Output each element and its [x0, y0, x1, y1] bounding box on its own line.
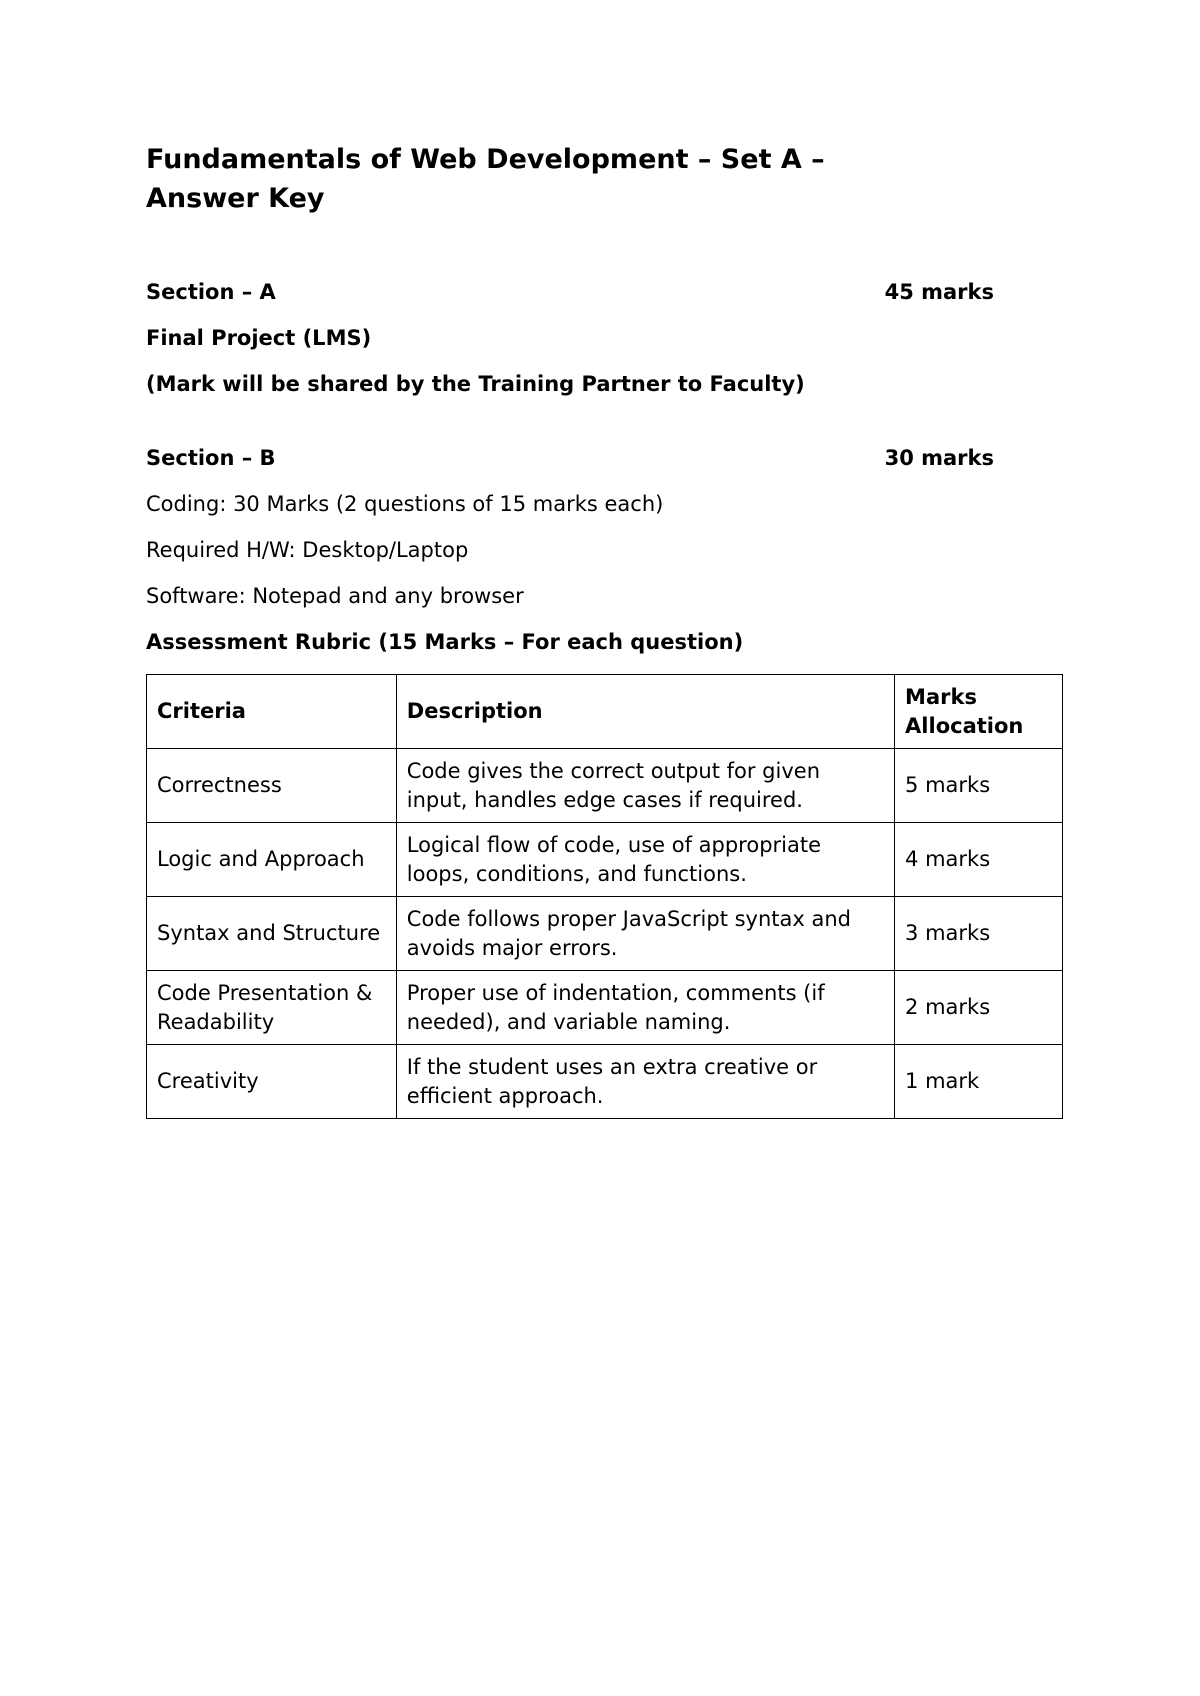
criteria-cell: Correctness — [147, 749, 397, 823]
description-cell: Code follows proper JavaScript syntax and avoids major errors. — [396, 897, 894, 971]
header-marks-allocation: Marks Allocation — [895, 675, 1063, 749]
marks-cell: 1 mark — [895, 1045, 1063, 1119]
rubric-header-row — [147, 675, 1063, 749]
header-description: Description — [396, 675, 894, 749]
description-cell: Code gives the correct output for given input, handles edge cases if required. — [396, 749, 894, 823]
page-title: Fundamentals of Web Development – Set A – Answer Key — [146, 144, 825, 214]
marks-cell: 2 marks — [895, 971, 1063, 1045]
section-b-line-hardware: Required H/W: Desktop/Laptop — [146, 538, 469, 562]
section-a-line-project: Final Project (LMS) — [146, 326, 372, 350]
table-row — [147, 897, 1063, 971]
description-cell: If the student uses an extra creative or efficient approach. — [396, 1045, 894, 1119]
header-criteria: Criteria — [147, 675, 397, 749]
table-row — [147, 971, 1063, 1045]
section-b-line-coding: Coding: 30 Marks (2 questions of 15 marks each) — [146, 492, 664, 516]
criteria-cell: Code Presentation & Readability — [147, 971, 397, 1045]
section-a-label: Section – A — [146, 280, 276, 304]
marks-cell: 3 marks — [895, 897, 1063, 971]
section-b-marks: 30 marks — [884, 446, 994, 470]
rubric-table — [146, 674, 1063, 1119]
marks-cell: 4 marks — [895, 823, 1063, 897]
criteria-cell: Syntax and Structure — [147, 897, 397, 971]
table-row — [147, 823, 1063, 897]
section-b-header — [146, 444, 994, 472]
section-a-line-note: (Mark will be shared by the Training Partner to Faculty) — [146, 372, 805, 396]
table-row — [147, 1045, 1063, 1119]
rubric-title: Assessment Rubric (15 Marks – For each question) — [146, 630, 744, 654]
section-b-line-software: Software: Notepad and any browser — [146, 584, 524, 608]
table-row — [147, 749, 1063, 823]
description-cell: Logical flow of code, use of appropriate loops, conditions, and functions. — [396, 823, 894, 897]
criteria-cell: Logic and Approach — [147, 823, 397, 897]
section-a-marks: 45 marks — [884, 280, 994, 304]
description-cell: Proper use of indentation, comments (if needed), and variable naming. — [396, 971, 894, 1045]
section-b-label: Section – B — [146, 446, 276, 470]
document-page — [146, 140, 1066, 656]
marks-cell: 5 marks — [895, 749, 1063, 823]
criteria-cell: Creativity — [147, 1045, 397, 1119]
section-a-header — [146, 278, 994, 306]
